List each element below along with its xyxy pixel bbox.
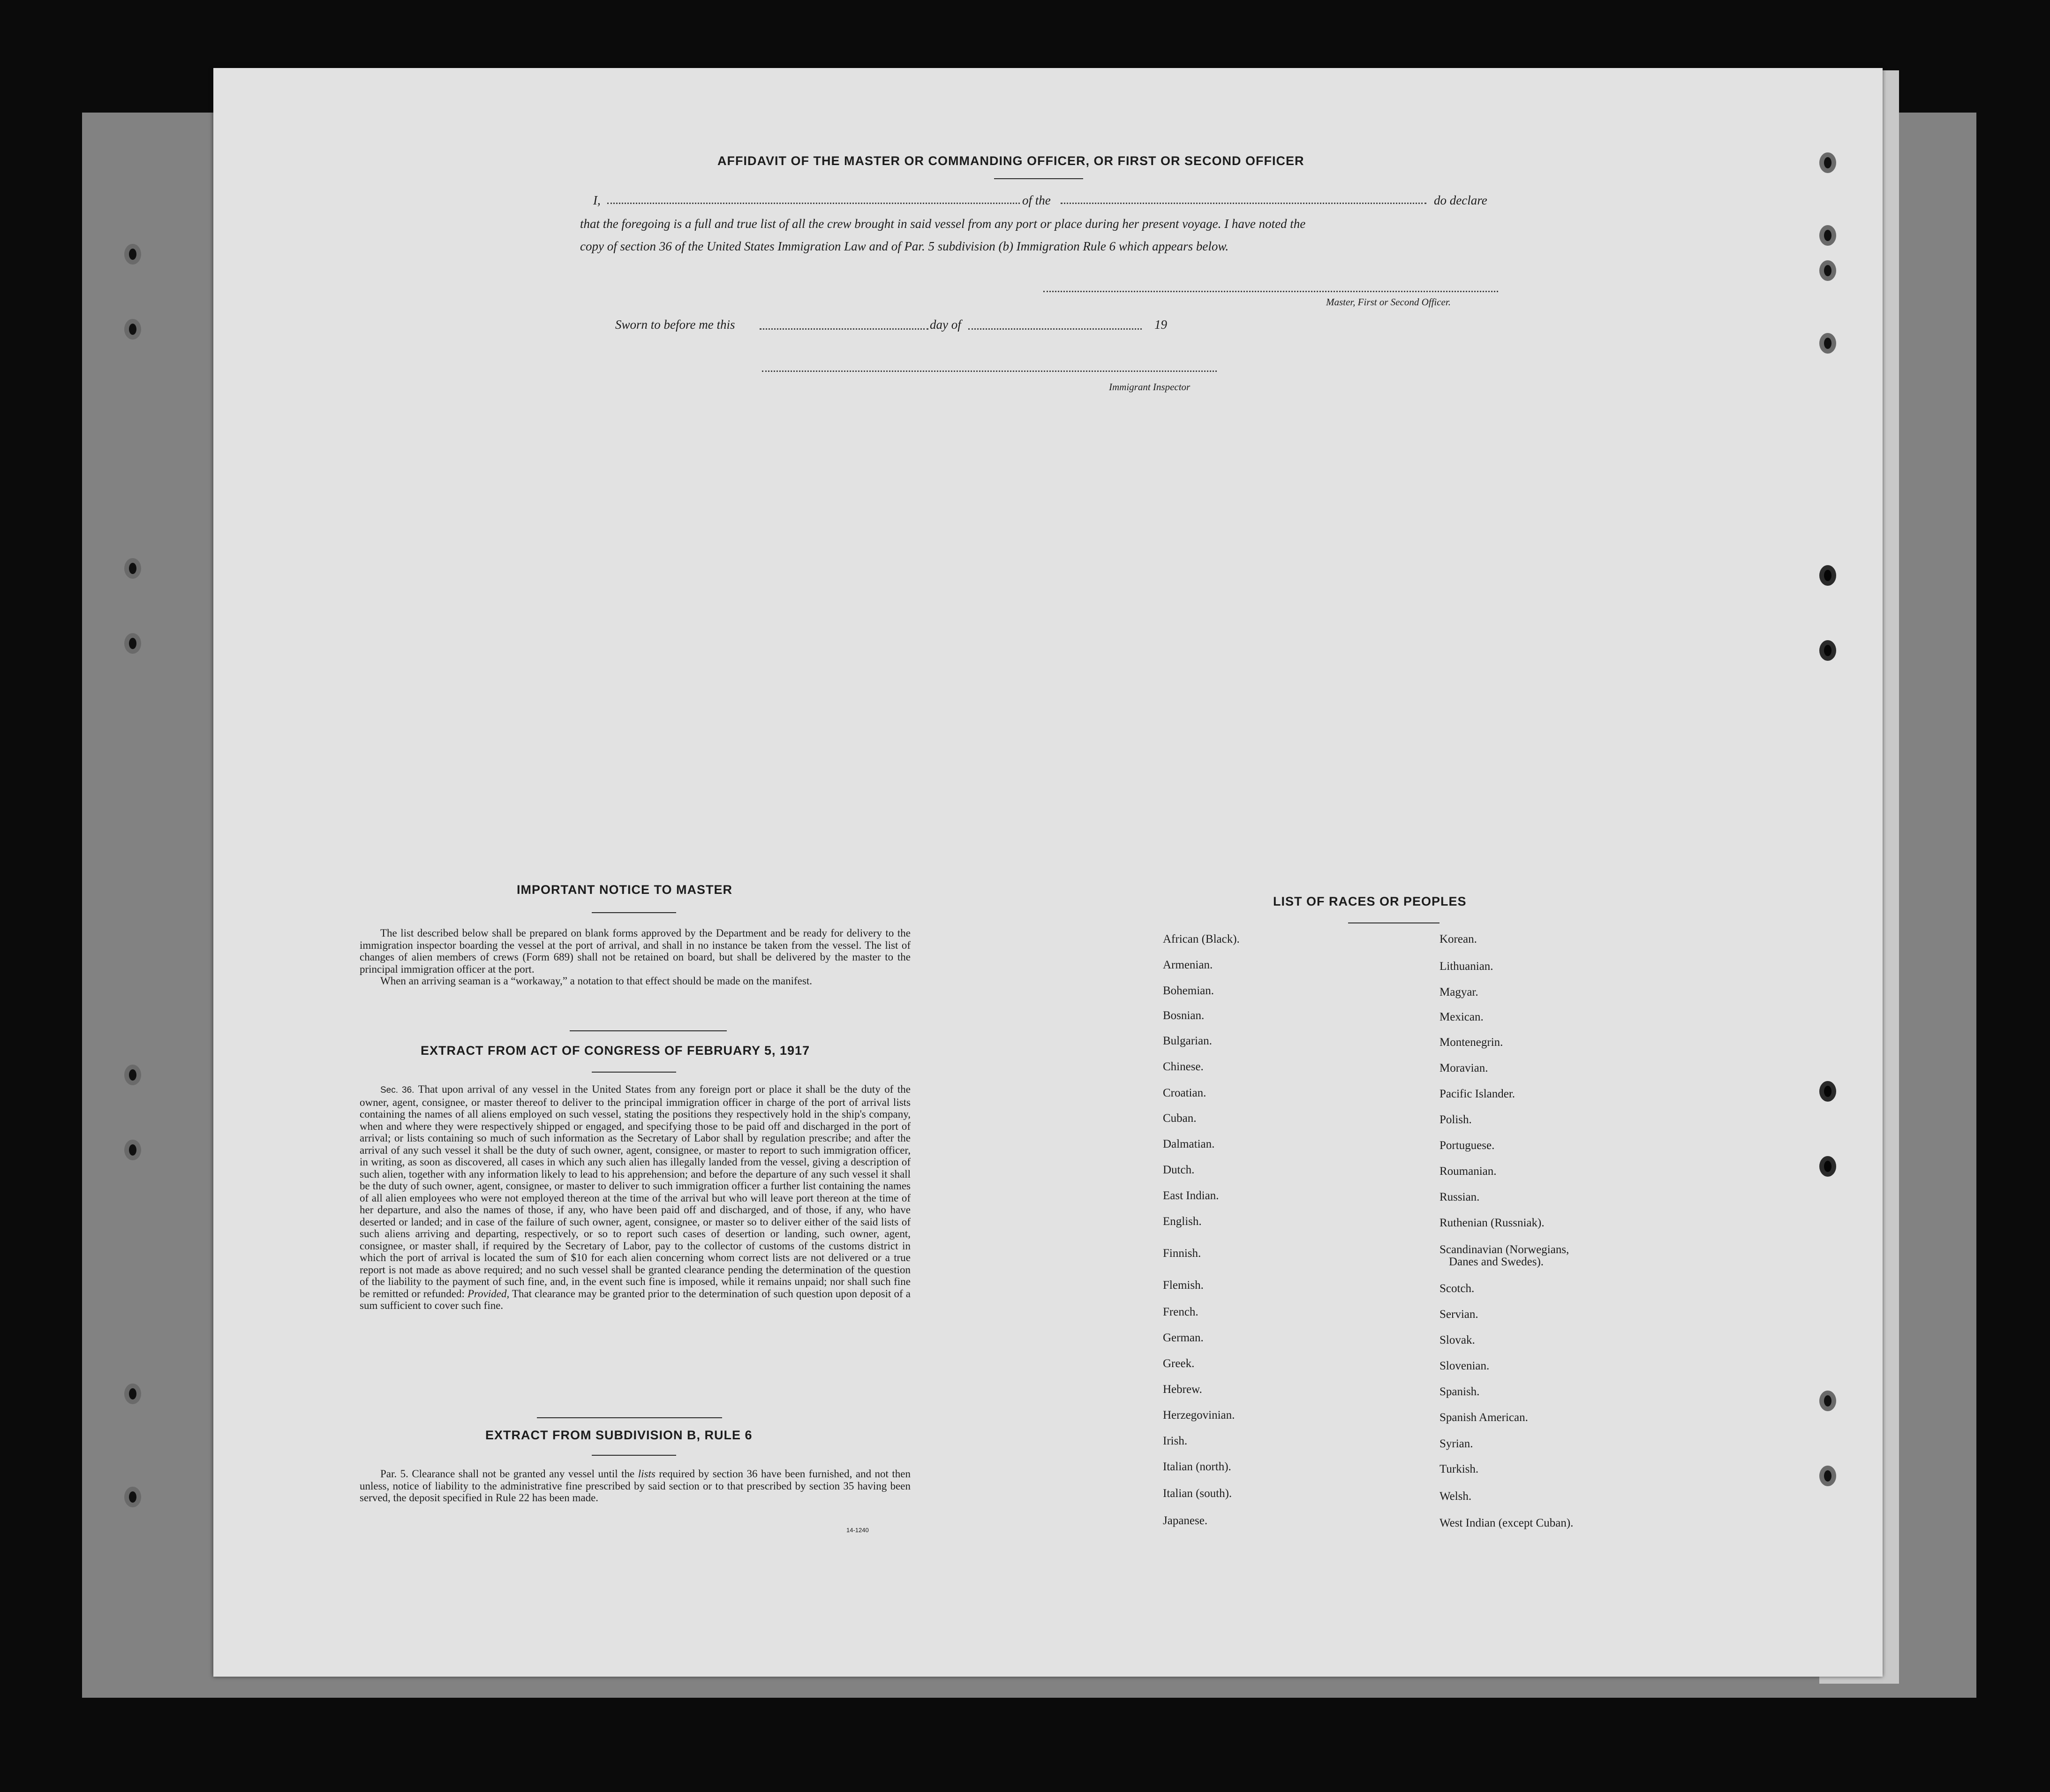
race-item: French. <box>1163 1306 1198 1318</box>
race-item: Russian. <box>1440 1191 1480 1203</box>
race-item: Roumanian. <box>1440 1165 1497 1178</box>
race-item: English. <box>1163 1215 1202 1228</box>
act-text: That upon arrival of any vessel in the United States from any foreign port or place it shall be the duty of the owner, agent, consignee, or master thereof to deliver to the principal immigration officer in charge of the port of arrival lists containing the names of all aliens employed on such vessel, stating the positions they respectively hold in the ship's company, when and where they were respectively shipped or engaged, and specifying those to be paid off and discharged in the port of arrival; or lists containing so much of such information as the Secretary of Labor shall by regulation prescribe; and after the arrival of any such vessel it shall be the duty of such owner, agent, consignee, or master to report to such immigration officer, in writing, as soon as discovered, all cases in which any such alien has illegally landed from the vessel, giving a description of such alien, together with any information likely to lead to his apprehension; and before the departure of any such vessel it shall be the duty of such owner, agent, consignee, or master to deliver to such immigration officer a further list containing the names of all alien employees who were not employed thereon at the time of the arrival but who will leave port thereon at the time of her departure, and also the names of those, if any, who have been paid off and discharged, and of those, if any, who have deserted or landed; and in case of the failure of such owner, agent, consignee, or master so to deliver either of the said lists of such aliens arriving and departing, respectively, or so to report such cases of desertion or landing, such owner, agent, consignee, or master shall, if required by the Secretary of Labor, pay to the collector of customs of the customs district in which the port of arrival is located the sum of $10 for each alien concerning whom correct lists are not delivered or a true report is not made as above required; and no such vessel shall be granted clearance pending the determination of the question of the liability to the payment of such fine, and, in the event such fine is imposed, while it remains unpaid; nor shall such fine be remitted or refunded: <box>360 1083 911 1300</box>
race-item: Croatian. <box>1163 1087 1206 1099</box>
binder-hole-icon <box>1819 1156 1836 1177</box>
rule-paragraph <box>360 1468 911 1504</box>
divider <box>994 178 1083 179</box>
inspector-caption: Immigrant Inspector <box>1109 381 1191 393</box>
day-of-label: day of <box>930 318 961 332</box>
binder-hole-icon <box>1819 333 1836 354</box>
notice-text <box>360 927 911 987</box>
binder-hole-icon <box>124 244 141 265</box>
binder-hole-icon <box>124 319 141 340</box>
race-item: Spanish American. <box>1440 1411 1528 1424</box>
race-item: Lithuanian. <box>1440 960 1493 973</box>
race-item: Italian (south). <box>1163 1487 1232 1500</box>
race-item: Spanish. <box>1440 1385 1480 1398</box>
race-item: Ruthenian (Russniak). <box>1440 1217 1545 1229</box>
race-item: Japanese. <box>1163 1514 1208 1527</box>
signature-blank-field[interactable] <box>1043 291 1498 292</box>
binder-hole-icon <box>1819 152 1836 173</box>
provided-word: Provided, <box>467 1287 510 1300</box>
race-item: Magyar. <box>1440 986 1478 998</box>
race-item: Hebrew. <box>1163 1383 1202 1396</box>
affidavit-do-declare: do declare <box>1434 193 1487 207</box>
binder-hole-icon <box>124 1065 141 1085</box>
race-item: Slovenian. <box>1440 1360 1490 1372</box>
race-item: Bulgarian. <box>1163 1035 1212 1047</box>
binder-hole-icon <box>1819 1466 1836 1486</box>
race-item: Moravian. <box>1440 1062 1488 1074</box>
race-item: Slovak. <box>1440 1334 1475 1346</box>
race-item: Syrian. <box>1440 1437 1473 1450</box>
race-item: Greek. <box>1163 1357 1195 1370</box>
signature-caption: Master, First or Second Officer. <box>1326 296 1451 308</box>
affidavit-i-label: I, <box>593 193 601 207</box>
binder-hole-icon <box>124 1487 141 1507</box>
races-title: LIST OF RACES OR PEOPLES <box>1273 894 1467 908</box>
race-item: Dutch. <box>1163 1164 1195 1176</box>
vessel-blank-field[interactable] <box>1061 203 1426 204</box>
race-item: Chinese. <box>1163 1060 1204 1073</box>
race-item: Welsh. <box>1440 1490 1472 1503</box>
rule-title: EXTRACT FROM SUBDIVISION B, RULE 6 <box>485 1428 753 1442</box>
affidavit-title: AFFIDAVIT OF THE MASTER OR COMMANDING OFFICER, OR FIRST OR SECOND OFFICER <box>717 154 1304 168</box>
race-item: Bohemian. <box>1163 984 1214 997</box>
rule-text-b: required by section 36 have been furnished, and not then unless, notice of liability to the administrative fine prescribed by said section or to that prescribed by section 35 having been served, the deposit specified in Rule 22 has been made. <box>360 1468 911 1504</box>
affidavit-of-the-label: of the <box>1022 193 1051 207</box>
section-label: Sec. 36. <box>380 1085 415 1095</box>
binder-hole-icon <box>124 1140 141 1160</box>
divider <box>592 912 676 913</box>
race-item: East Indian. <box>1163 1189 1219 1202</box>
notice-paragraph-1: The list described below shall be prepared on blank forms approved by the Department and be ready for delivery to the immigration inspector boarding the vessel at the port of arrival, and shall in no instance be taken from the vessel. The list of changes of alien members of crews (Form 689) shall not be retained on board, but shall be delivered by the master to the principal immigration officer at the port. <box>360 927 911 975</box>
affidavit-line-2: copy of section 36 of the United States Immigration Law and of Par. 5 subdivision (b) Immigration Rule 6 which appears below. <box>580 239 1229 253</box>
divider <box>570 1030 727 1031</box>
act-text-end: That clearance may be granted prior to the determination of such question upon deposit of a sum sufficient to cover such fine. <box>360 1287 911 1311</box>
notice-title: IMPORTANT NOTICE TO MASTER <box>517 883 732 897</box>
form-number: 14-1240 <box>846 1527 869 1534</box>
name-blank-field[interactable] <box>607 203 1020 204</box>
race-item: Dalmatian. <box>1163 1138 1215 1150</box>
race-item-continuation: Danes and Swedes). <box>1449 1255 1544 1268</box>
race-item: Mexican. <box>1440 1011 1484 1023</box>
race-item: Herzegovinian. <box>1163 1409 1235 1422</box>
race-item: Scandinavian (Norwegians, <box>1440 1243 1569 1256</box>
sworn-month-field[interactable] <box>968 328 1142 330</box>
divider <box>592 1455 676 1456</box>
affidavit-line-1: that the foregoing is a full and true list of all the crew brought in said vessel from any port or place during her present voyage. I have noted the <box>580 217 1306 231</box>
binder-hole-icon <box>1819 225 1836 246</box>
race-item: Korean. <box>1440 933 1477 945</box>
race-item: African (Black). <box>1163 933 1240 945</box>
race-item: Scotch. <box>1440 1282 1475 1295</box>
year-prefix: 19 <box>1154 318 1167 332</box>
race-item: Montenegrin. <box>1440 1036 1503 1049</box>
race-item: Pacific Islander. <box>1440 1088 1515 1100</box>
act-title: EXTRACT FROM ACT OF CONGRESS OF FEBRUARY 5, 1917 <box>421 1043 810 1058</box>
binder-hole-icon <box>1819 1391 1836 1411</box>
binder-hole-icon <box>124 1384 141 1404</box>
sworn-label: Sworn to before me this <box>615 318 735 332</box>
binder-hole-icon <box>1819 260 1836 281</box>
race-item: Finnish. <box>1163 1247 1201 1260</box>
race-item: Turkish. <box>1440 1463 1479 1475</box>
binder-hole-icon <box>1819 565 1836 586</box>
race-item: Irish. <box>1163 1435 1188 1447</box>
rule-lists-word: lists <box>638 1468 656 1480</box>
race-item: Polish. <box>1440 1113 1472 1126</box>
binder-hole-icon <box>124 558 141 579</box>
act-section-36 <box>360 1083 911 1312</box>
race-item: Bosnian. <box>1163 1009 1205 1022</box>
binder-hole-icon <box>1819 1081 1836 1102</box>
divider <box>592 1072 676 1073</box>
rule-text-a: Par. 5. Clearance shall not be granted any vessel until the <box>380 1468 635 1480</box>
race-item: Portuguese. <box>1440 1139 1495 1152</box>
binder-hole-icon <box>124 633 141 654</box>
race-item: West Indian (except Cuban). <box>1440 1517 1574 1529</box>
binder-hole-icon <box>1819 640 1836 661</box>
race-item: Cuban. <box>1163 1112 1197 1125</box>
form-page <box>213 68 1883 1677</box>
sworn-day-field[interactable] <box>760 328 928 330</box>
race-item: Armenian. <box>1163 959 1213 971</box>
race-item: Servian. <box>1440 1308 1478 1321</box>
inspector-signature-field[interactable] <box>762 370 1217 372</box>
race-item: Flemish. <box>1163 1279 1204 1292</box>
divider <box>1348 922 1440 923</box>
race-item: Italian (north). <box>1163 1460 1231 1473</box>
race-item: German. <box>1163 1331 1204 1344</box>
notice-paragraph-2: When an arriving seaman is a “workaway,” a notation to that effect should be made on the manifest. <box>380 975 812 987</box>
divider <box>537 1417 722 1418</box>
